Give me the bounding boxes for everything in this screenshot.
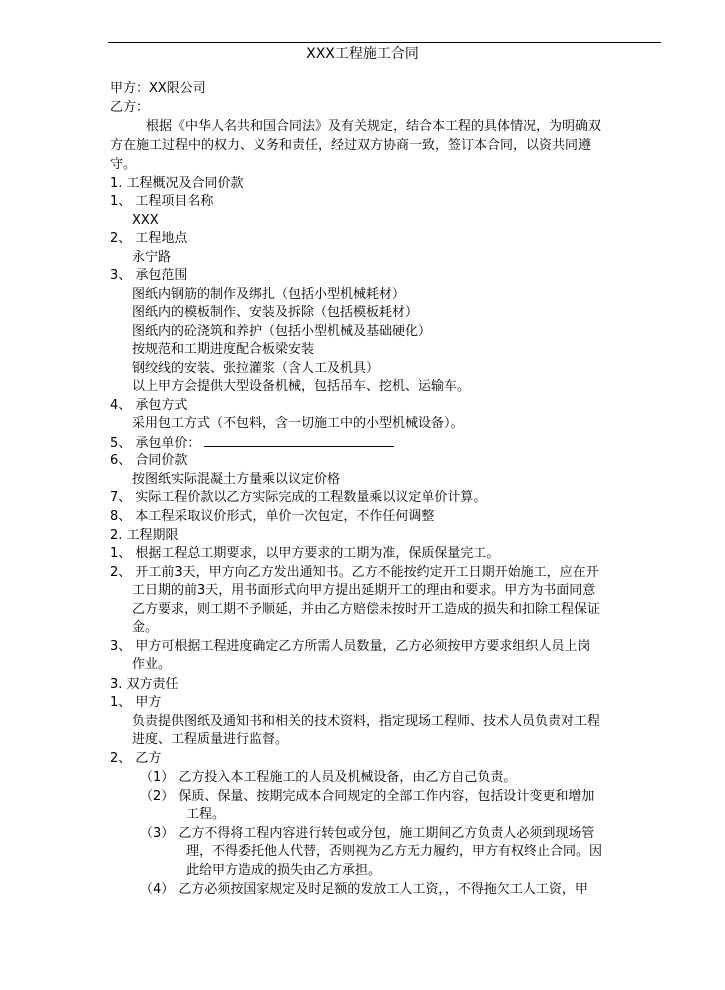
- contract-line: [110, 564, 599, 581]
- line-text: 5、 承包单价：: [110, 436, 201, 451]
- line-text: 2、 开工前3天，甲方向乙方发出通知书。乙方不能按约定开工日期开始施工，应在开: [110, 565, 599, 580]
- contract-line: [132, 471, 340, 488]
- line-text: 3. 双方责任: [110, 677, 179, 692]
- line-text: 1、 甲方: [110, 695, 162, 710]
- line-text: （3） 乙方不得将工程内容进行转包或分包，施工期间乙方负责人必须到现场管: [140, 826, 595, 841]
- unit-price-blank: [204, 434, 394, 447]
- line-text: （1） 乙方投入本工程施工的人员及机械设备，由乙方自己负责。: [140, 770, 517, 785]
- line-text: 钢绞线的安装、张拉灌浆（含人工及机具）: [132, 361, 380, 376]
- contract-line: [140, 769, 516, 786]
- contract-line: [132, 731, 288, 748]
- line-text: 乙方：: [110, 100, 150, 115]
- contract-line: [110, 137, 591, 154]
- line-text: 按图纸实际混凝土方量乘以议定价格: [132, 472, 341, 487]
- contract-line: [132, 713, 600, 730]
- line-text: 采用包工方式（不包料，含一切施工中的小型机械设备）。: [132, 416, 464, 431]
- line-text: 永宁路: [132, 250, 172, 265]
- line-text: 6、 合同价款: [110, 453, 188, 468]
- line-text: 2. 工程期限: [110, 528, 179, 543]
- contract-line: [132, 360, 379, 377]
- contract-line: [132, 341, 314, 358]
- line-text: 1. 工程概况及合同价款: [110, 176, 244, 191]
- contract-line: [132, 415, 464, 432]
- line-text: 工程。: [186, 807, 226, 822]
- contract-line: [110, 267, 187, 284]
- line-text: 1、 根据工程总工期要求，以甲方要求的工期为准，保质保量完工。: [110, 546, 500, 561]
- header-rule: [108, 42, 661, 43]
- line-text: 乙方要求，则工期不予顺延，并由乙方赔偿未按时开工造成的损失和扣除工程保证: [132, 602, 601, 617]
- contract-line: [132, 286, 405, 303]
- contract-line: [186, 843, 602, 860]
- contract-line: [110, 434, 394, 452]
- contract-line: [110, 99, 149, 116]
- page-title: XXX工程施工合同: [306, 46, 419, 62]
- contract-line: [110, 508, 434, 525]
- line-text: 此给甲方造成的损失由乙方承担。: [186, 863, 382, 878]
- line-text: 按规范和工期进度配合板梁安装: [132, 342, 315, 357]
- contract-line: [140, 825, 594, 842]
- line-text: 图纸内的模板制作、安装及拆除（包括模板耗材）: [132, 305, 419, 320]
- contract-line: [132, 619, 158, 636]
- contract-line: [110, 489, 486, 506]
- contract-line: [132, 582, 595, 599]
- contract-line: [110, 452, 187, 469]
- contract-line: [140, 881, 588, 898]
- line-text: 甲方：XX限公司: [110, 81, 206, 96]
- contract-line: [186, 862, 381, 879]
- line-text: 图纸内钢筋的制作及绑扎（包括小型机械耗材）: [132, 287, 406, 302]
- line-text: 4、 承包方式: [110, 398, 188, 413]
- contract-line: [110, 750, 161, 767]
- contract-line: [110, 694, 161, 711]
- line-text: 2、 工程地点: [110, 231, 188, 246]
- line-text: （2） 保质、保量、按期完成本合同规定的全部工作内容，包括设计变更和增加: [140, 789, 595, 804]
- contract-line: [110, 175, 244, 192]
- contract-line: [132, 304, 418, 321]
- line-text: 3、 甲方可根据工程进度确定乙方所需人员数量，乙方必须按甲方要求组织人员上岗: [110, 639, 591, 654]
- line-text: 图纸内的砼浇筑和养护（包括小型机械及基础硬化）: [132, 324, 432, 339]
- contract-line: [110, 230, 187, 247]
- line-text: 进度、工程质量进行监督。: [132, 732, 289, 747]
- line-text: 守。: [110, 157, 137, 172]
- contract-line: [110, 638, 590, 655]
- contract-line: [110, 156, 136, 173]
- line-text: 理，不得委托他人代替，否则视为乙方无力履约，甲方有权终止合同。因: [186, 844, 603, 859]
- line-text: 根据《中华人名共和国合同法》及有关规定，结合本工程的具体情况，为明确双: [146, 119, 602, 134]
- contract-line: [132, 212, 159, 229]
- contract-line: [110, 676, 179, 693]
- contract-line: [132, 378, 470, 395]
- contract-line: [132, 249, 171, 266]
- contract-line: [110, 80, 206, 97]
- line-text: XXX: [132, 213, 159, 228]
- line-text: 负责提供图纸及通知书和相关的技术资料，指定现场工程师、技术人员负责对工程: [132, 714, 601, 729]
- line-text: 作业。: [132, 657, 172, 672]
- contract-line: [110, 397, 187, 414]
- contract-line: [132, 323, 431, 340]
- line-text: 工日期的前3天，用书面形式向甲方提出延期开工的理由和要求。甲方为书面同意: [132, 583, 596, 598]
- line-text: 3、 承包范围: [110, 268, 188, 283]
- contract-line: [110, 527, 179, 544]
- contract-line: [140, 788, 594, 805]
- contract-line: [110, 545, 499, 562]
- line-text: 8、 本工程采取议价形式，单价一次包定，不作任何调整: [110, 509, 435, 524]
- line-text: 1、 工程项目名称: [110, 194, 214, 209]
- contract-line: [186, 806, 225, 823]
- contract-line: [132, 601, 600, 618]
- line-text: 以上甲方会提供大型设备机械，包括吊车、挖机、运输车。: [132, 379, 471, 394]
- line-text: 2、 乙方: [110, 751, 162, 766]
- line-text: 金。: [132, 620, 159, 635]
- contract-line: [110, 193, 213, 210]
- contract-line: [146, 118, 601, 135]
- line-text: （4） 乙方必须按国家规定及时足额的发放工人工资，，不得拖欠工人工资，甲: [140, 882, 588, 897]
- line-text: 方在施工过程中的权力、义务和责任，经过双方协商一致，签订本合同，以资共同遵: [110, 138, 592, 153]
- contract-line: [132, 656, 171, 673]
- line-text: 7、 实际工程价款以乙方实际完成的工程数量乘以议定单价计算。: [110, 490, 487, 505]
